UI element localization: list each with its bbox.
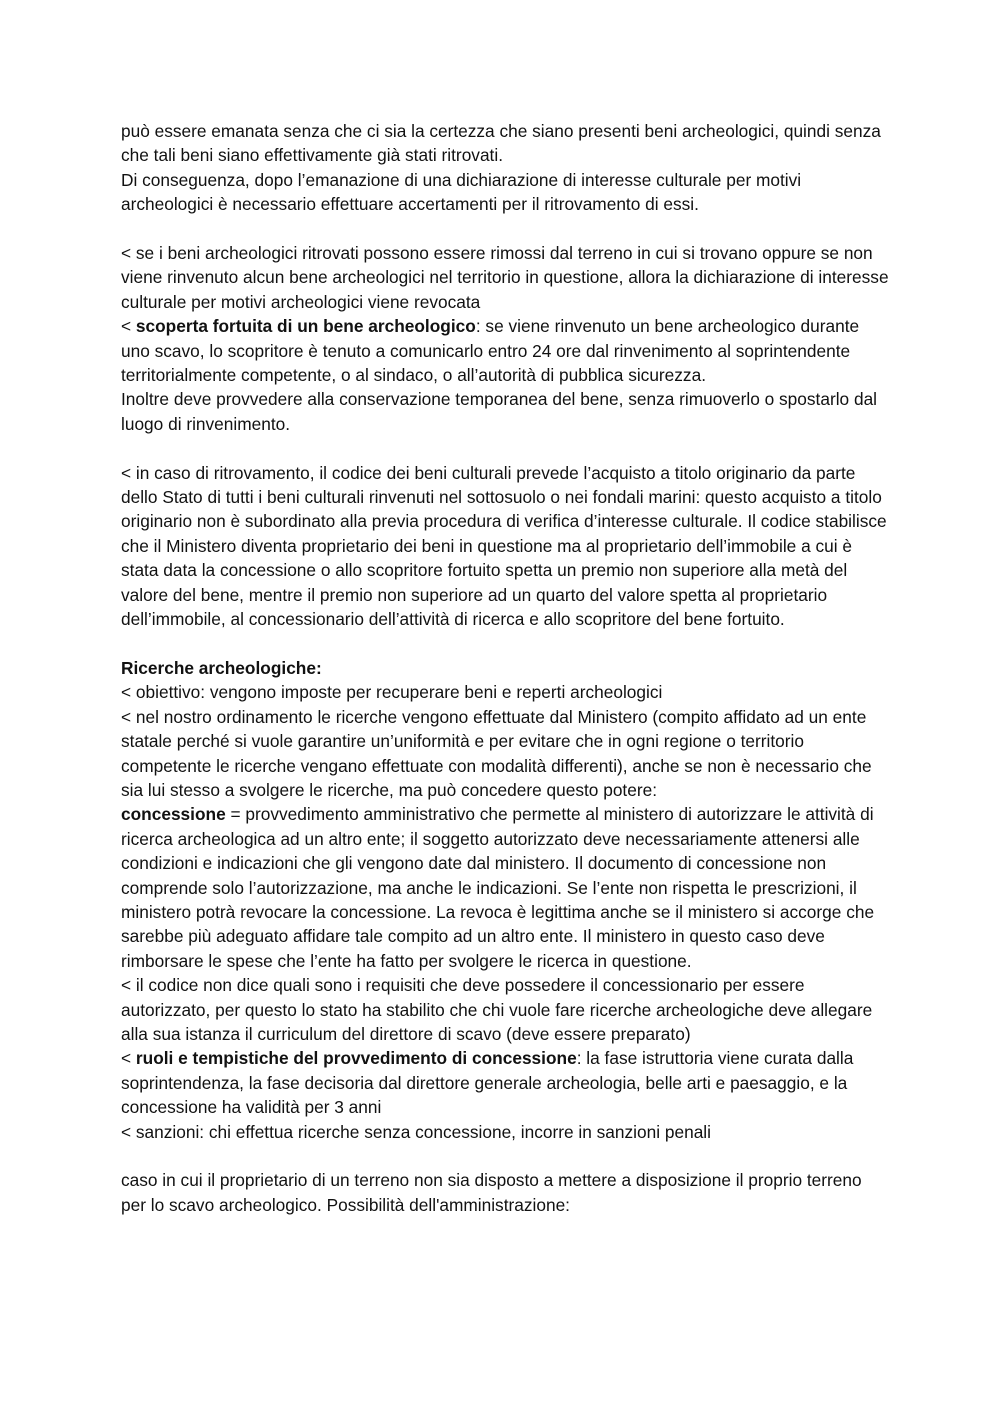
heading-text: Ricerche archeologiche: (121, 657, 322, 678)
paragraph-text: = provvedimento amministrativo che permette al ministero di autorizzare le attività di ricerca archeologica ad un altro ente; il soggetto autorizzato deve necessariamente attenersi alle condizioni e indicazioni che gli vengono date dal ministero. Il documento di concessione non comprende solo l’autorizzazione, ma anche le indicazioni. Se l’ente non rispetta le prescrizioni, il ministero potrà revocare la concessione. La revoca è legittima anche se il ministero si accorge che sarebbe più adeguato affidare tale compito ad un altro ente. Il ministero in questo caso deve rimborsare le spese che l’ente ha fatto per svolgere le ricerca in questione. (121, 804, 875, 971)
bold-term: scoperta fortuita di un bene archeologico (135, 316, 476, 337)
bullet-paragraph: < in caso di ritrovamento, il codice dei beni culturali prevede l’acquisto a titolo originario da parte dello Stato di tutti i beni culturali rinvenuti nel sottosuolo o nei fondali marini: questo acquisto a titolo originario non è subordinato alla previa procedura di verifica d’interesse culturale. Il codice stabilisce che il Ministero diventa proprietario dei beni in questione ma al proprietario dell’immobile a cui è stata data la concessione o allo scopritore fortuito spetta un premio non superiore alla metà del valore del bene, mentre il premio non superiore ad un quarto del valore spetta al proprietario dell’immobile, al concessionario dell’attività di ricerca e allo scopritore del bene fortuito. (121, 462, 887, 630)
bullet-prefix: < (121, 1048, 136, 1069)
paragraph-text: : se viene rinvenuto un bene archeologico durante uno scavo, lo scopritore è tenuto a comunicarlo entro 24 ore dal rinvenimento al soprintendente territorialmente competente, o al sindaco, o all’autorità di pubblica sicurezza. (121, 316, 860, 386)
bullet-paragraph: < sanzioni: chi effettua ricerche senza concessione, incorre in sanzioni penali (121, 1121, 711, 1142)
bullet-paragraph: < se i beni archeologici ritrovati possono essere rimossi dal terreno in cui si trovano oppure se non viene rinvenuto alcun bene archeologici nel territorio in questione, allora la dichiarazione di interesse culturale per motivi archeologici viene revocata (121, 243, 889, 312)
bold-term: ruoli e tempistiche del provvedimento di concessione (135, 1048, 577, 1069)
bullet-paragraph (121, 1046, 891, 1119)
bullet-paragraph: < il codice non dice quali sono i requisiti che deve possedere il concessionario per essere autorizzato, per questo lo stato ha stabilito che chi vuole fare ricerche archeologiche deve allegare alla sua istanza il curriculum del direttore di scavo (deve essere preparato) (121, 975, 873, 1044)
paragraph-gap (121, 436, 891, 460)
bullet-paragraph: < obiettivo: vengono imposte per recuperare beni e reperti archeologici (121, 682, 663, 703)
paragraph-text: : la fase istruttoria viene curata dalla soprintendenza, la fase decisoria dal direttore generale archeologia, belle arti e paesaggio, e la concessione ha validità per 3 anni (121, 1048, 854, 1118)
paragraph: caso in cui il proprietario di un terreno non sia disposto a mettere a disposizione il proprio terreno per lo scavo archeologico. Possibilità dell'amministrazione: (121, 1170, 862, 1215)
paragraph-gap (121, 1144, 891, 1168)
paragraph: può essere emanata senza che ci sia la certezza che siano presenti beni archeologici, quindi senza che tali beni siano effettivamente già stati ritrovati. (121, 121, 881, 166)
paragraph: Di conseguenza, dopo l’emanazione di una dichiarazione di interesse culturale per motivi archeologici è necessario effettuare accertamenti per il ritrovamento di essi. (121, 169, 802, 215)
definition-paragraph (121, 802, 891, 973)
document-page (121, 119, 891, 1217)
bold-term: concessione (121, 804, 226, 825)
bullet-paragraph: < nel nostro ordinamento le ricerche vengono effettuate dal Ministero (compito affidato ad un ente statale perché si vuole garantire un’uniformità e per evitare che in ogni regione o territorio competente le ricerche vengano effettuate con modalità differenti), anche se non è necessario che sia lui stesso a svolgere le ricerche, ma può concedere questo potere: (121, 706, 872, 800)
paragraph-gap (121, 217, 891, 241)
bullet-prefix: < (121, 316, 136, 337)
section-heading (121, 656, 891, 680)
paragraph-gap (121, 632, 891, 656)
paragraph: Inoltre deve provvedere alla conservazione temporanea del bene, senza rimuoverlo o spostarlo dal luogo di rinvenimento. (121, 389, 878, 434)
bullet-paragraph (121, 314, 891, 387)
